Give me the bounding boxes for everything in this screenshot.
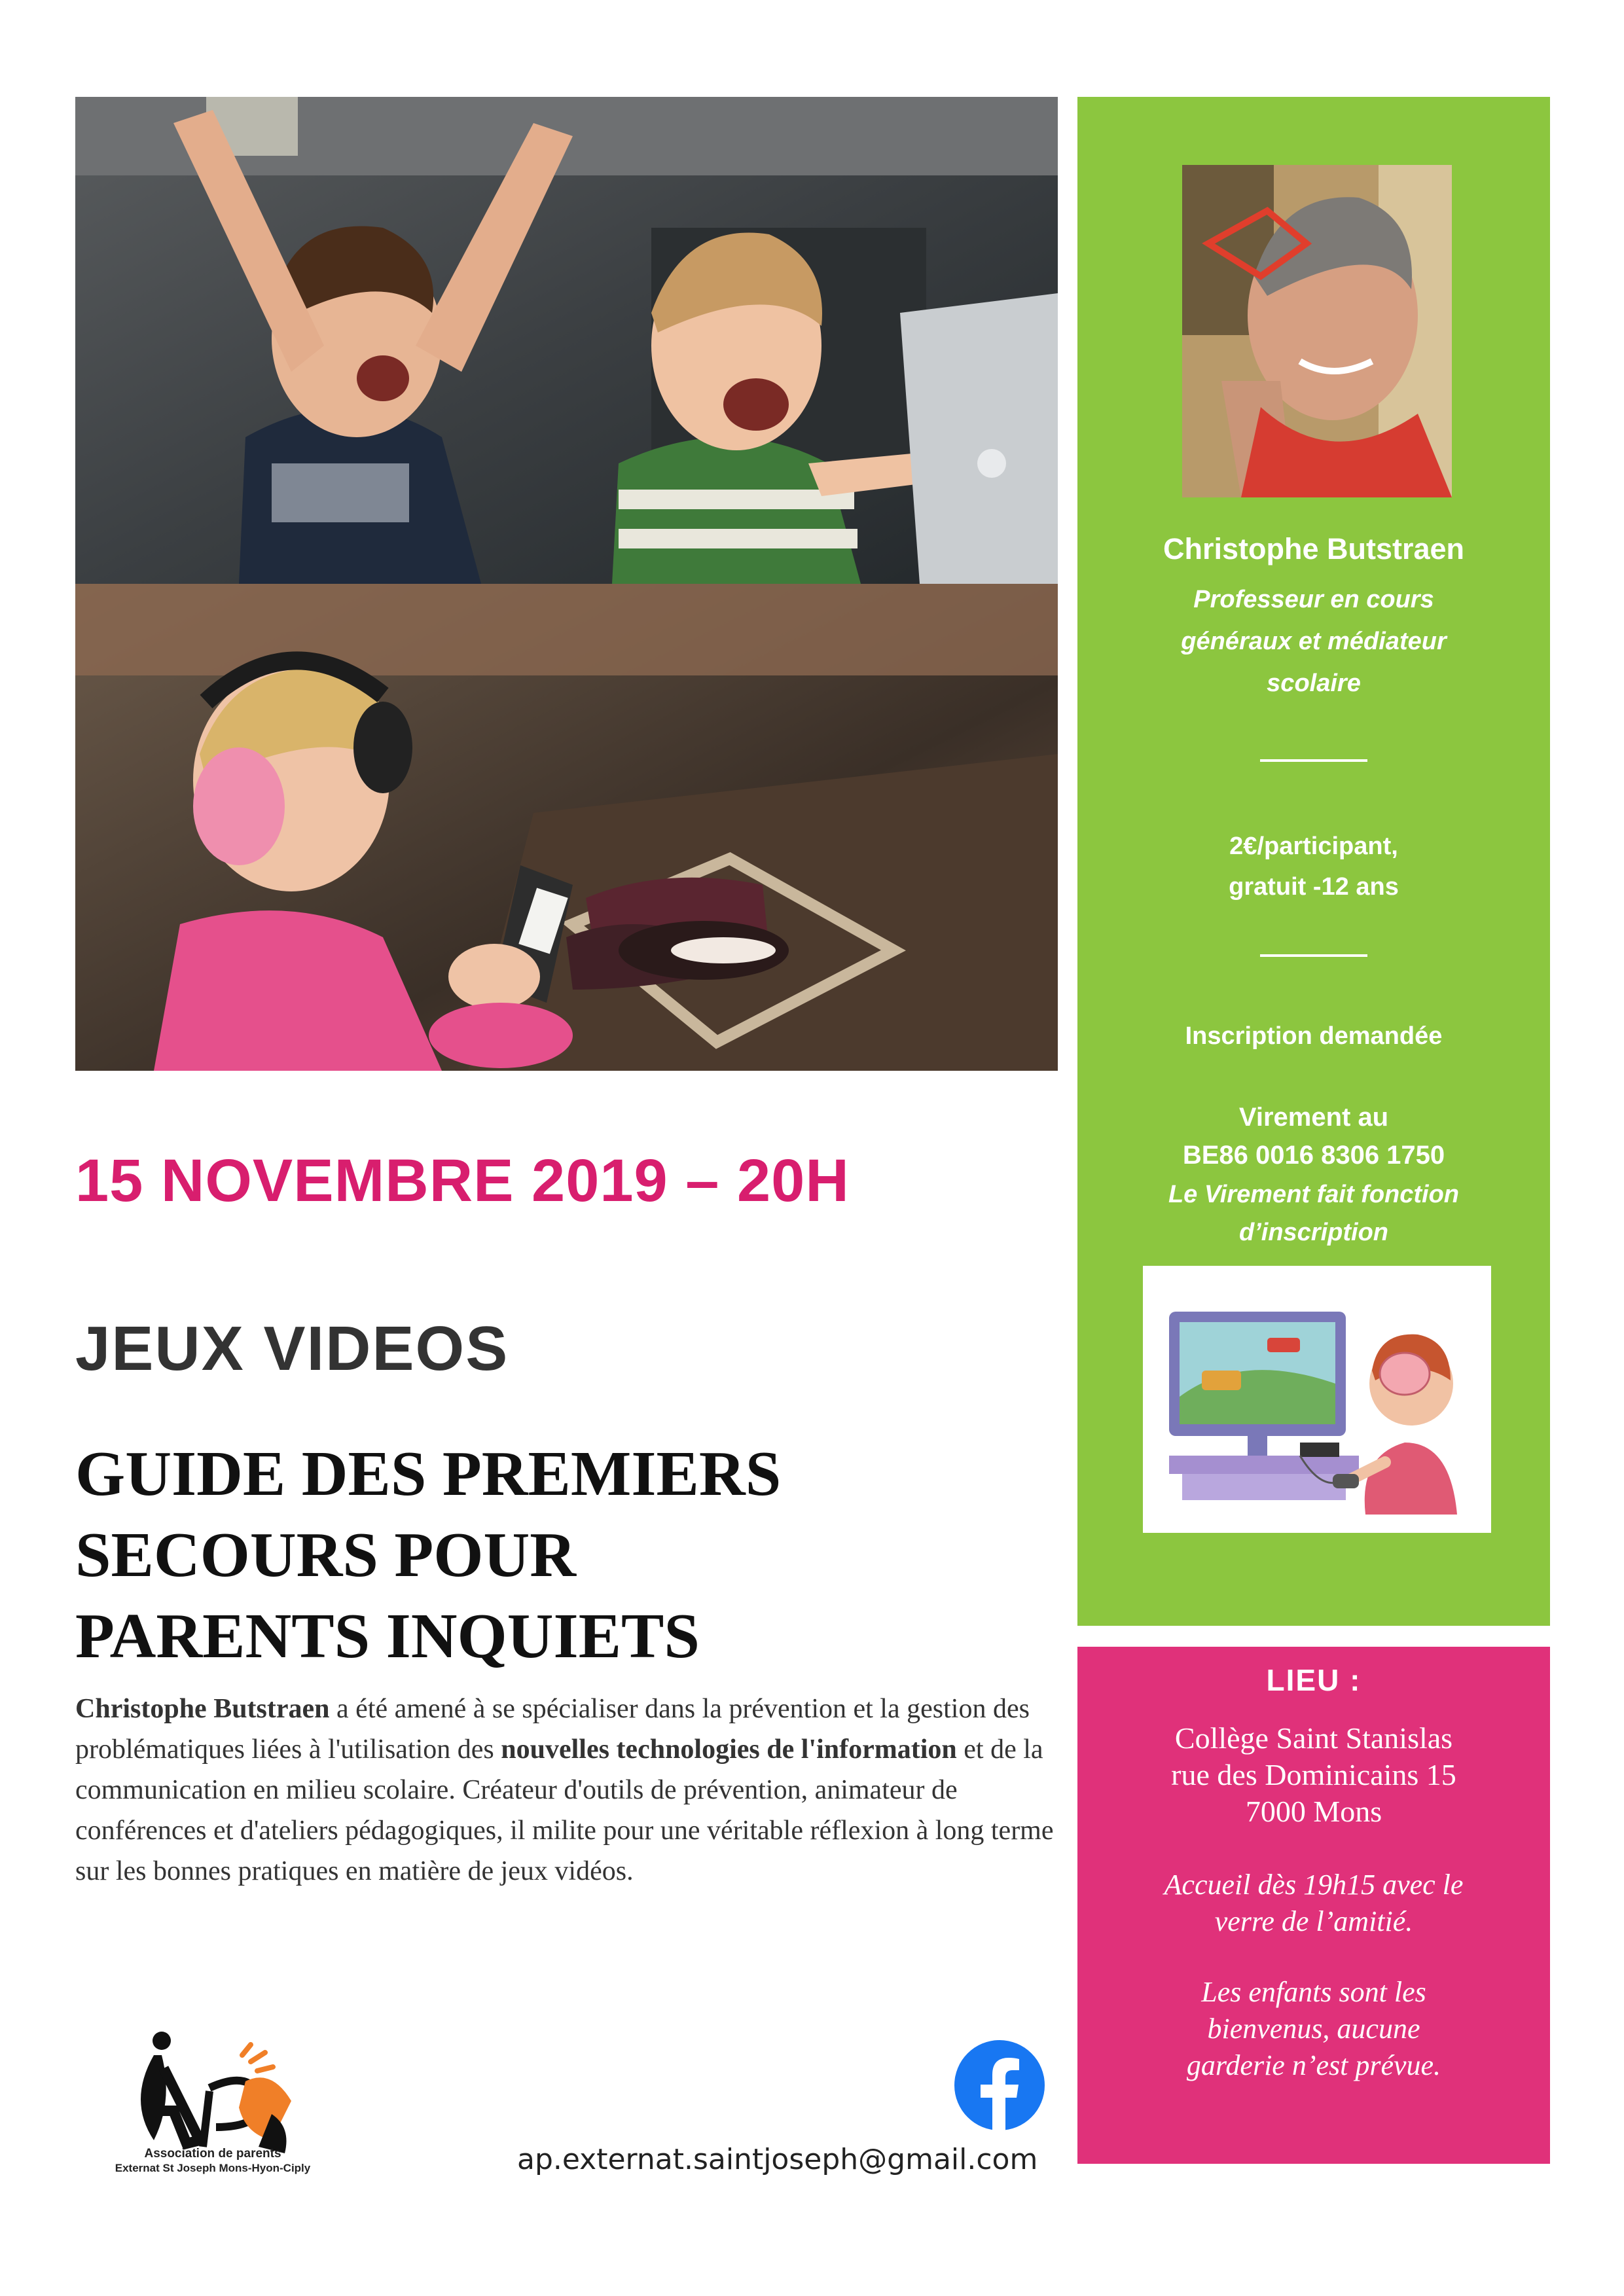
bio-emphasis: nouvelles technologies de l'information (501, 1734, 957, 1765)
event-date-time: 15 NOVEMBRE 2019 – 20H (75, 1147, 850, 1214)
transfer-note (1077, 1175, 1550, 1251)
pricing-line: gratuit -12 ans (1229, 873, 1399, 901)
registration-required: Inscription demandée (1185, 1022, 1443, 1050)
event-topic: JEUX VIDEOS (75, 1314, 509, 1384)
bank-transfer-info (1077, 1098, 1550, 1174)
speaker-name: Christophe Butstraen (1163, 532, 1465, 565)
children-note-line: garderie n’est prévue. (1186, 2049, 1441, 2081)
headline-line: GUIDE DES PREMIERS (75, 1439, 782, 1509)
photo-child-with-headphones (75, 584, 1058, 1071)
organizer-name: Association de parents (144, 2147, 281, 2161)
transfer-note-line: d’inscription (1239, 1219, 1388, 1246)
speaker-role-line: généraux et médiateur (1181, 628, 1447, 655)
bio-speaker-name: Christophe Butstraen (75, 1694, 330, 1724)
venue-label: LIEU : (1266, 1663, 1362, 1697)
welcome-note-line: Accueil dès 19h15 avec le (1164, 1869, 1464, 1901)
children-note-line: Les enfants sont les (1201, 1976, 1426, 2008)
pricing (1077, 826, 1550, 907)
speaker-role-line: scolaire (1267, 670, 1361, 697)
headline-line: SECOURS POUR (75, 1520, 577, 1590)
organizer-school: Externat St Joseph Mons-Hyon-Ciply (115, 2162, 311, 2174)
hero-photo-kids-laptop (75, 97, 1058, 584)
children-note-line: bienvenus, aucune (1207, 2013, 1420, 2045)
facebook-icon[interactable] (953, 2039, 1046, 2132)
venue-address-line: rue des Dominicains 15 (1171, 1758, 1456, 1791)
speaker-portrait (1182, 165, 1452, 497)
venue-address-line: Collège Saint Stanislas (1174, 1721, 1453, 1755)
venue-address (1077, 1720, 1550, 1830)
speaker-role (1077, 579, 1550, 704)
speaker-role-line: Professeur en cours (1193, 586, 1434, 613)
venue-address-line: 7000 Mons (1245, 1795, 1382, 1828)
pricing-line: 2€/participant, (1229, 833, 1398, 860)
headline (75, 1433, 1070, 1677)
bio-text: a été amené à se spécialiser dans la prévention et la gestion des problématiques liées à l'utilisation des (75, 1694, 1030, 1765)
iban: BE86 0016 8306 1750 (1182, 1141, 1445, 1170)
welcome-note (1077, 1867, 1550, 1940)
divider (1260, 759, 1367, 762)
speaker-bio (75, 1689, 1070, 1892)
child-gaming-illustration (1143, 1266, 1491, 1533)
transfer-note-line: Le Virement fait fonction (1168, 1181, 1460, 1208)
welcome-note-line: verre de l’amitié. (1214, 1905, 1413, 1937)
divider (1260, 954, 1367, 957)
contact-email-link[interactable]: ap.externat.saintjoseph@gmail.com (517, 2143, 1038, 2176)
bio-text: et de la communication en milieu scolaire. Créateur d'outils de prévention, animateur de conférences et d'ateliers pédagogiques, il milite pour une véritable réflexion à long terme sur les bonnes pratiques en matière de jeux vidéos. (75, 1734, 1054, 1886)
transfer-label: Virement au (1238, 1103, 1389, 1132)
children-note (1077, 1974, 1550, 2084)
headline-line: PARENTS INQUIETS (75, 1601, 700, 1672)
